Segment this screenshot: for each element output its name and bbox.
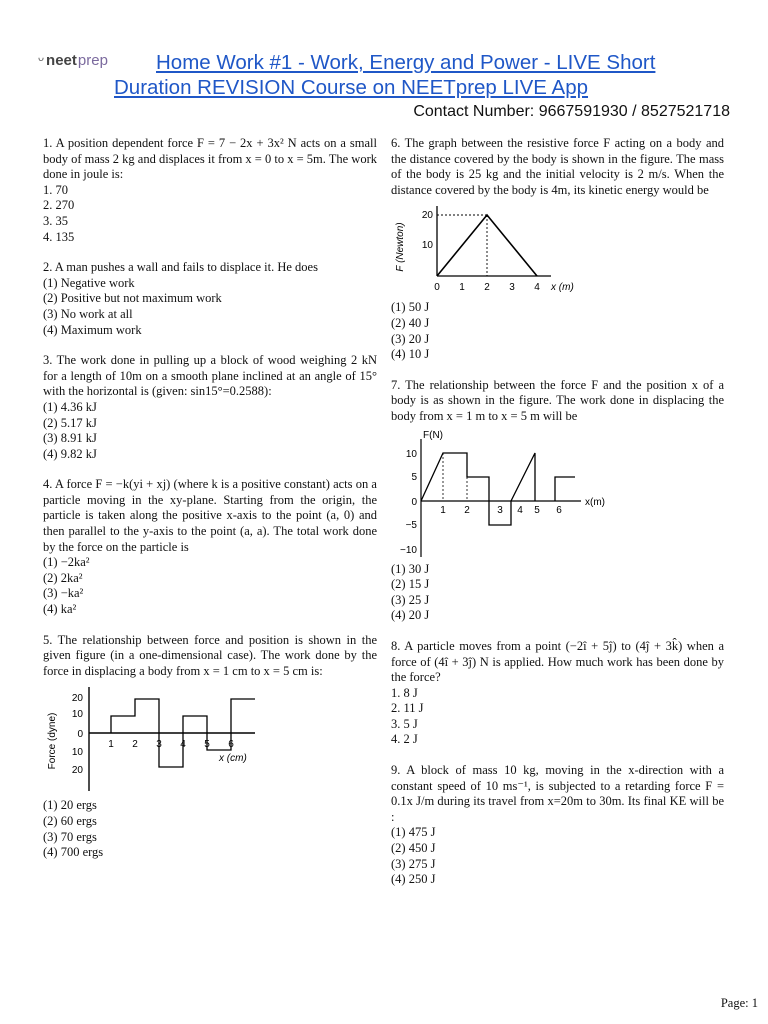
- fig7-ytick: 5: [411, 471, 417, 483]
- fig7-xtick: 6: [556, 504, 562, 516]
- option: (2) 5.17 kJ: [43, 415, 97, 430]
- question-6: [391, 136, 724, 363]
- title-line-1[interactable]: Home Work #1 - Work, Energy and Power - LIVE Short: [156, 51, 656, 74]
- option: (3) 20 J: [391, 331, 430, 346]
- option: (4) 250 J: [391, 872, 436, 887]
- option: (2) 60 ergs: [43, 814, 97, 828]
- option: (3) 70 ergs: [43, 829, 97, 844]
- fig5-xlabel: x (cm): [219, 753, 247, 765]
- option: (2) 450 J: [391, 841, 436, 856]
- option: (2) 40 J: [391, 315, 430, 330]
- tooth-icon: ᵕ: [38, 52, 45, 69]
- logo-prep-text: prep: [77, 52, 108, 69]
- option: 1. 8 J: [391, 685, 418, 700]
- fig5-ytick: 10: [71, 747, 83, 759]
- option: (4) 10 J: [391, 347, 430, 362]
- title-line-2[interactable]: Duration REVISION Course on NEETprep LIVE App: [114, 76, 589, 99]
- question-stem: 8. A particle moves from a point (−2î + 5ĵ) to (4ĵ + 3k̂) when a force of (4î + 3ĵ) N is applied. How much work has been done by the force?: [391, 638, 724, 685]
- option: (1) 20 ergs: [43, 798, 97, 813]
- force-distance-graph-q6: [391, 202, 591, 297]
- fig5-xtick: 3: [156, 739, 162, 751]
- fig5-ytick: 10: [71, 709, 83, 721]
- fig6-xtick: 2: [484, 282, 490, 294]
- fig7-ytick: −5: [405, 519, 417, 531]
- option: 4. 135: [43, 229, 75, 244]
- fig7-xtick: 1: [440, 504, 446, 516]
- option: (4) Maximum work: [43, 322, 142, 337]
- fig6-ylabel: F (Newton): [395, 222, 406, 273]
- question-8: [391, 639, 724, 748]
- question-stem: 7. The relationship between the force F and the position x of a body is as shown in the figure. The work done in displacing the body from x = 1 m to x = 5 m will be: [391, 377, 724, 423]
- fig5-ytick: 20: [71, 765, 83, 777]
- fig7-xtick: 5: [534, 504, 540, 516]
- question-3: [43, 353, 377, 462]
- option: 4. 2 J: [391, 732, 418, 747]
- question-4: [43, 477, 377, 617]
- question-1: [43, 136, 377, 245]
- fig6-ytick: 10: [421, 240, 433, 252]
- question-stem: 5. The relationship between force and position is shown in the given figure (in a one-dimensional case). The work done by the force in displacing a body from x = 1 cm to x = 5 cm is:: [43, 632, 377, 678]
- option: (4) ka²: [43, 602, 77, 617]
- option: 3. 35: [43, 213, 68, 228]
- left-column: [43, 136, 377, 876]
- option: (3) No work at all: [43, 306, 133, 321]
- logo-neet-text: neet: [46, 52, 77, 69]
- question-stem: 6. The graph between the resistive force F acting on a body and the distance covered by the body is shown in the figure. The mass of the body is 25 kg and the initial velocity is 2 m/s. When the distance covered by the body is 4m, its kinetic energy would be: [391, 136, 724, 197]
- question-stem: 9. A block of mass 10 kg, moving in the x-direction with a constant speed of 10 ms⁻¹, is subjected to a retarding force F = 0.1x J/m during its travel from x=20m to 30m. Its final KE will be :: [391, 763, 724, 824]
- option: (1) Negative work: [43, 275, 135, 290]
- fig7-xtick: 4: [517, 504, 523, 516]
- contact-number: Contact Number: 9667591930 / 8527521718: [413, 103, 730, 120]
- fig6-ytick: 20: [421, 210, 433, 222]
- option: (1) 50 J: [391, 300, 430, 315]
- fig7-ytick: −10: [400, 544, 417, 556]
- fig5-ytick: 20: [71, 693, 83, 705]
- question-9: [391, 763, 724, 888]
- option: (2) 15 J: [391, 577, 430, 592]
- fig5-xtick: 2: [132, 739, 138, 751]
- fig5-ytick: 0: [77, 729, 83, 741]
- fig5-xtick: 5: [204, 739, 210, 751]
- fig7-ylabel: F(N): [423, 429, 443, 441]
- fig7-xtick: 2: [464, 504, 470, 516]
- fig5-xtick: 4: [180, 739, 186, 751]
- option: (1) 30 J: [391, 561, 430, 576]
- page-title-link[interactable]: [114, 50, 754, 100]
- question-stem: 4. A force F = −k(yi + xj) (where k is a positive constant) acts on a particle moving in the xy-plane. Starting from the origin, the particle is taken along the positive x-axis to the point (a, 0) and then parallel to the y-axis to the point (a, a). The total work done by the force on the particle is: [43, 477, 377, 554]
- option: 3. 5 J: [391, 716, 418, 731]
- option: (4) 9.82 kJ: [43, 446, 97, 461]
- option: (2) Positive but not maximum work: [43, 291, 222, 306]
- option: 2. 270: [43, 198, 75, 213]
- question-7: [391, 378, 724, 624]
- option: 1. 70: [43, 182, 68, 197]
- neetprep-logo: [38, 52, 108, 70]
- option: (1) −2ka²: [43, 555, 90, 570]
- question-stem: 1. A position dependent force F = 7 − 2x + 3x² N acts on a small body of mass 2 kg and displaces it from x = 0 to x = 5m. The work done in joule is:: [43, 136, 377, 182]
- option: (3) 275 J: [391, 856, 436, 871]
- fig6-xtick: 4: [534, 282, 540, 294]
- option: (3) −ka²: [43, 586, 84, 601]
- fig5-xtick: 6: [228, 739, 234, 751]
- question-stem: 3. The work done in pulling up a block of wood weighing 2 kN for a length of 10m on a smooth plane inclined at an angle of 15° with the horizontal is (given: sin15°=0.2588):: [43, 353, 377, 399]
- option: (3) 25 J: [391, 592, 430, 607]
- fig7-ytick: 0: [411, 496, 417, 508]
- fig5-xtick: 1: [108, 739, 114, 751]
- option: (1) 4.36 kJ: [43, 399, 97, 414]
- page-number: Page: 1: [720, 996, 758, 1010]
- right-column: [391, 136, 724, 903]
- fig6-xtick: 0: [434, 282, 440, 294]
- fig5-ylabel: Force (dyne): [47, 713, 58, 770]
- option: (1) 475 J: [391, 825, 436, 840]
- option: (4) 20 J: [391, 608, 430, 623]
- option: (2) 2ka²: [43, 570, 83, 585]
- question-stem: 2. A man pushes a wall and fails to displace it. He does: [43, 260, 318, 275]
- fig6-xtick: 3: [509, 282, 515, 294]
- fig7-ytick: 10: [405, 448, 417, 460]
- force-position-graph-q7: [391, 429, 616, 559]
- question-2: [43, 260, 377, 338]
- question-5: [43, 633, 377, 861]
- fig7-xtick: 3: [497, 504, 503, 516]
- fig6-xlabel: x (m): [551, 282, 574, 294]
- option: (4) 700 ergs: [43, 845, 104, 860]
- option: (3) 8.91 kJ: [43, 431, 97, 446]
- force-position-graph-q5: [43, 683, 258, 795]
- fig7-xlabel: x(m): [585, 496, 605, 508]
- option: 2. 11 J: [391, 701, 424, 716]
- fig6-xtick: 1: [459, 282, 465, 294]
